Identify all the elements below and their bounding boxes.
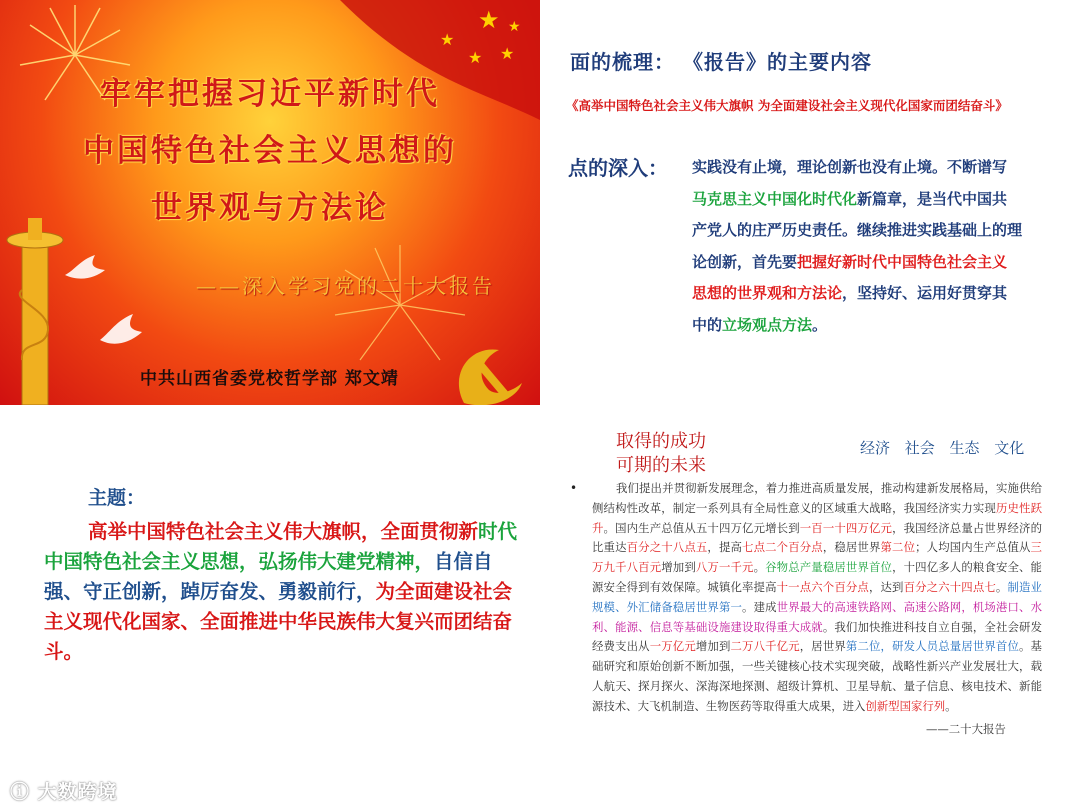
theme-slide: [0, 405, 540, 810]
report-excerpt: [592, 479, 1042, 717]
source-attribution: ——二十大报告: [926, 722, 1006, 736]
text-segment: 实践没有止境，理论创新也没有止境。不断谱写: [692, 158, 1008, 176]
highlight-red: 十一点六个百分点: [776, 579, 869, 594]
text-segment: ，坚持好、运用好贯穿其中的: [692, 284, 1008, 334]
highlight-red: 创新型国家行列: [865, 698, 946, 713]
highlight-red: 第二位: [880, 540, 916, 555]
watermark-text: 大数跨境: [37, 781, 118, 803]
slide-subtitle: ——深入学习党的二十大报告: [196, 274, 495, 298]
bullet-icon: •: [570, 481, 578, 495]
text-segment: 我们提出并贯彻新发展理念，着力推进高质量发展，推动构建新发展格局，实施供给侧结构性改革，制定一系列具有全局性意义的区域重大战略，我国经济实力实现: [592, 481, 1042, 515]
dove-icon: [60, 250, 110, 290]
highlight-red: 二万八千亿元: [730, 639, 800, 654]
text-segment: 新篇章，是当代中国共产党人的庄严历史责任。继续推进实践基础上的理论创新，首先要: [692, 189, 1023, 271]
highlight-red: 八万一千元: [695, 560, 754, 575]
highlight-blue: 第二位，研发人员总量居世界首位: [845, 639, 1020, 654]
highlight-red: 百分之六十四点七: [903, 579, 996, 594]
highlight-red: 历史性跃升: [592, 500, 1042, 535]
text-segment: 。: [812, 315, 828, 334]
slide-title-line-1: 取得的成功: [616, 431, 706, 452]
theme-label: 主题：: [88, 487, 146, 509]
slide-author: 中共山西省委党校哲学部 郑文靖: [140, 369, 399, 389]
text-segment: ，提高: [707, 540, 743, 555]
text-segment: 。建成: [742, 599, 777, 614]
highlight-green: 时代中国特色社会主义思想，弘扬伟大建党精神，: [44, 520, 518, 573]
highlight-red: 百分之十八点五: [626, 540, 708, 555]
star-icon: ★: [478, 6, 500, 34]
outline-slide: [540, 0, 1080, 405]
highlight-red: 一百一十四万亿元: [799, 520, 893, 535]
star-icon: ★: [508, 19, 521, 35]
highlight-red: 一万亿元: [649, 639, 696, 654]
text-segment: ，我国经济总量占世界经济的比重达: [592, 520, 1042, 555]
highlight-blue: 制造业规模、外汇储备稳居世界第一: [592, 579, 1042, 614]
dove-icon: [95, 310, 145, 355]
star-icon: ★: [440, 30, 455, 49]
highlight-green: 谷物总产量稳居世界首位: [765, 560, 893, 575]
slide-title-line-2: 中国特色社会主义思想的: [83, 133, 457, 169]
text-segment: 。: [945, 698, 957, 713]
text-segment: ，十四亿多人的粮食安全、能源安全得到有效保障。城镇化率提高: [592, 560, 1042, 594]
text-segment: 增加到: [695, 639, 731, 654]
text-segment: ，居世界: [799, 639, 846, 654]
slide-title-line-2: 可期的未来: [616, 455, 706, 476]
highlight-red: 七点二个百分点: [742, 540, 823, 555]
text-segment: 。国内生产总值从五十四万亿元增长到: [603, 520, 800, 535]
highlight-red: 把握好新时代中国特色社会主义思想的世界观和方法论: [692, 252, 1008, 302]
text-segment: ，稳居世界: [822, 540, 881, 555]
highlight-red: 为全面建设社会主义现代化国家、全面推进中华民族伟大复兴而团结奋斗。: [44, 580, 513, 663]
achievements-slide: [540, 405, 1080, 810]
watermark-logo-icon: ⓘ: [10, 781, 31, 803]
deep-dive-text: [692, 152, 1022, 341]
slide-title-line-1: 牢牢把握习近平新时代: [100, 76, 440, 112]
slide-title-line-3: 世界观与方法论: [151, 190, 389, 226]
text-segment: 。: [753, 560, 766, 575]
highlight-magenta: 世界最大的高速铁路网、高速公路网，机场港口、水利、能源、信息等基础设施建设取得重大成就: [592, 599, 1042, 634]
star-icon: ★: [468, 48, 483, 67]
huabiao-pillar-decoration: [0, 210, 70, 405]
text-segment: ，达到: [868, 579, 904, 594]
highlight-green: 马克思主义中国化时代化: [692, 189, 858, 208]
highlight-red: 高举中国特色社会主义伟大旗帜，全面贯彻新: [88, 520, 479, 543]
party-emblem-icon: [444, 335, 534, 405]
title-slide: [0, 0, 540, 405]
topic-tags: 经济 社会 生态 文化: [860, 439, 1025, 457]
highlight-blue: 自信自强、守正创新，踔厉奋发、勇毅前行，: [44, 550, 493, 603]
slide-heading: 面的梳理： 《报告》的主要内容: [570, 50, 872, 74]
deep-dive-label: 点的深入：: [568, 156, 668, 180]
text-segment: 。: [995, 579, 1008, 594]
report-title: 《高举中国特色社会主义伟大旗帜 为全面建设社会主义现代化国家而团结奋斗》: [566, 98, 1008, 113]
text-segment: 。我们加快推进科技自立自强，全社会研发经费支出从: [592, 619, 1042, 654]
text-segment: ；人均国内生产总值从: [915, 540, 1031, 555]
star-icon: ★: [500, 44, 515, 63]
highlight-red: 三万九千八百元: [592, 540, 1042, 575]
text-segment: 。基础研究和原始创新不断加强，一些关键核心技术实现突破，战略性新兴产业发展壮大，载人航天、探月探火、深海深地探测、超级计算机、卫星导航、量子信息、核电技术、新能源技术、大飞机制造、生物医药等取得重大成果，进入: [592, 639, 1042, 713]
text-segment: 增加到: [661, 560, 696, 575]
highlight-green: 立场观点方法: [722, 315, 813, 334]
theme-text: [44, 517, 518, 667]
watermark: [10, 777, 118, 804]
